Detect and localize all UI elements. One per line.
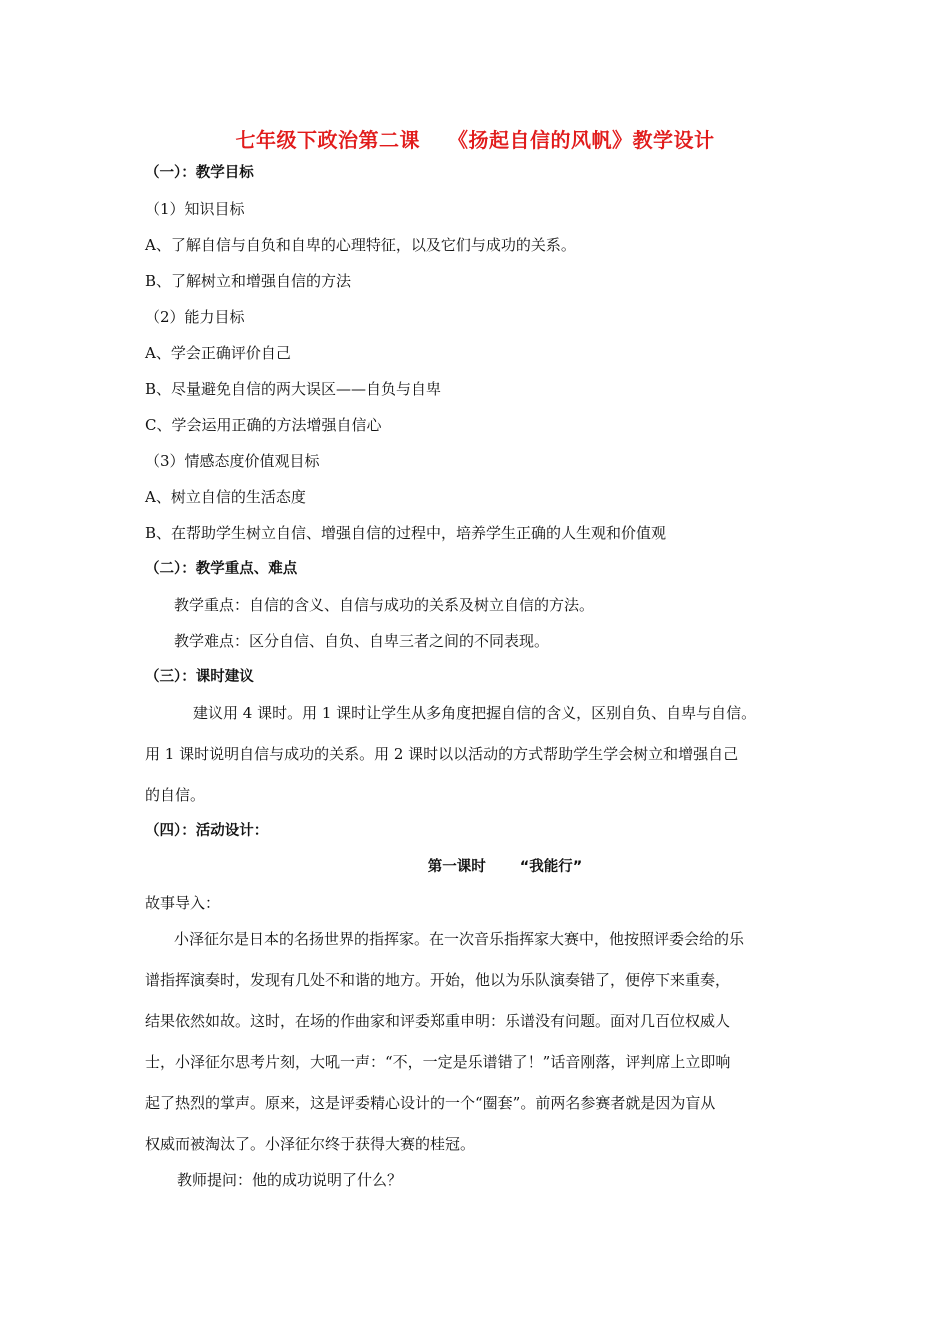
ability-goal-c: C、学会运用正确的方法增强自信心 [145, 416, 382, 434]
document-title [0, 124, 950, 153]
teaching-difficult-point: 教学难点：区分自信、自负、自卑三者之间的不同表现。 [174, 632, 550, 650]
knowledge-goal-b: B、了解树立和增强自信的方法 [145, 272, 352, 290]
title-part1: 七年级下政治第二课 [235, 128, 420, 152]
ability-goal-label: （2）能力目标 [145, 308, 245, 326]
attitude-goal-a: A、树立自信的生活态度 [145, 488, 306, 506]
knowledge-goal-a: A、了解自信与自负和自卑的心理特征，以及它们与成功的关系。 [145, 236, 576, 254]
story-line-4: 士，小泽征尔思考片刻，大吼一声：“不，一定是乐谱错了！”话音刚落，评判席上立即响 [145, 1053, 731, 1071]
lesson-suggestion-line2: 用 1 课时说明自信与成功的关系。用 2 课时以以活动的方式帮助学生学会树立和增强自己 [145, 745, 739, 763]
attitude-goal-label: （3）情感态度价值观目标 [145, 452, 320, 470]
title-part2: 《扬起自信的风帆》教学设计 [448, 128, 715, 152]
lesson-suggestion-line1: 建议用 4 课时。用 1 课时让学生从多角度把握自信的含义，区别自负、自卑与自信。 [193, 704, 757, 722]
knowledge-goal-label: （1）知识目标 [145, 200, 245, 218]
ability-goal-a: A、学会正确评价自己 [145, 344, 291, 362]
story-line-5: 起了热烈的掌声。原来，这是评委精心设计的一个“圈套”。前两名参赛者就是因为盲从 [145, 1094, 716, 1112]
story-line-3: 结果依然如故。这时，在场的作曲家和评委郑重申明：乐谱没有问题。面对几百位权威人 [145, 1012, 731, 1030]
teaching-key-point: 教学重点：自信的含义、自信与成功的关系及树立自信的方法。 [174, 596, 595, 614]
lesson1-title [0, 857, 950, 877]
story-line-6: 权威而被淘汰了。小泽征尔终于获得大赛的桂冠。 [145, 1135, 476, 1153]
story-line-1: 小泽征尔是日本的名扬世界的指挥家。在一次音乐指挥家大赛中，他按照评委会给的乐 [174, 930, 745, 948]
section2-heading: （二）：教学重点、难点 [145, 561, 298, 577]
section3-heading: （三）：课时建议 [145, 669, 254, 685]
story-intro-label: 故事导入： [145, 894, 221, 912]
ability-goal-b: B、尽量避免自信的两大误区——自负与自卑 [145, 380, 442, 398]
story-line-2: 谱指挥演奏时，发现有几处不和谐的地方。开始，他以为乐队演奏错了，便停下来重奏， [145, 971, 731, 989]
lesson1-theme: “我能行” [519, 859, 583, 875]
lesson1-label: 第一课时 [427, 859, 486, 875]
section4-heading: （四）：活动设计： [145, 823, 269, 839]
attitude-goal-b: B、在帮助学生树立自信、增强自信的过程中，培养学生正确的人生观和价值观 [145, 524, 667, 542]
teacher-question: 教师提问：他的成功说明了什么？ [177, 1171, 403, 1189]
lesson-suggestion-line3: 的自信。 [145, 786, 206, 804]
section1-heading: （一）：教学目标 [145, 165, 254, 181]
